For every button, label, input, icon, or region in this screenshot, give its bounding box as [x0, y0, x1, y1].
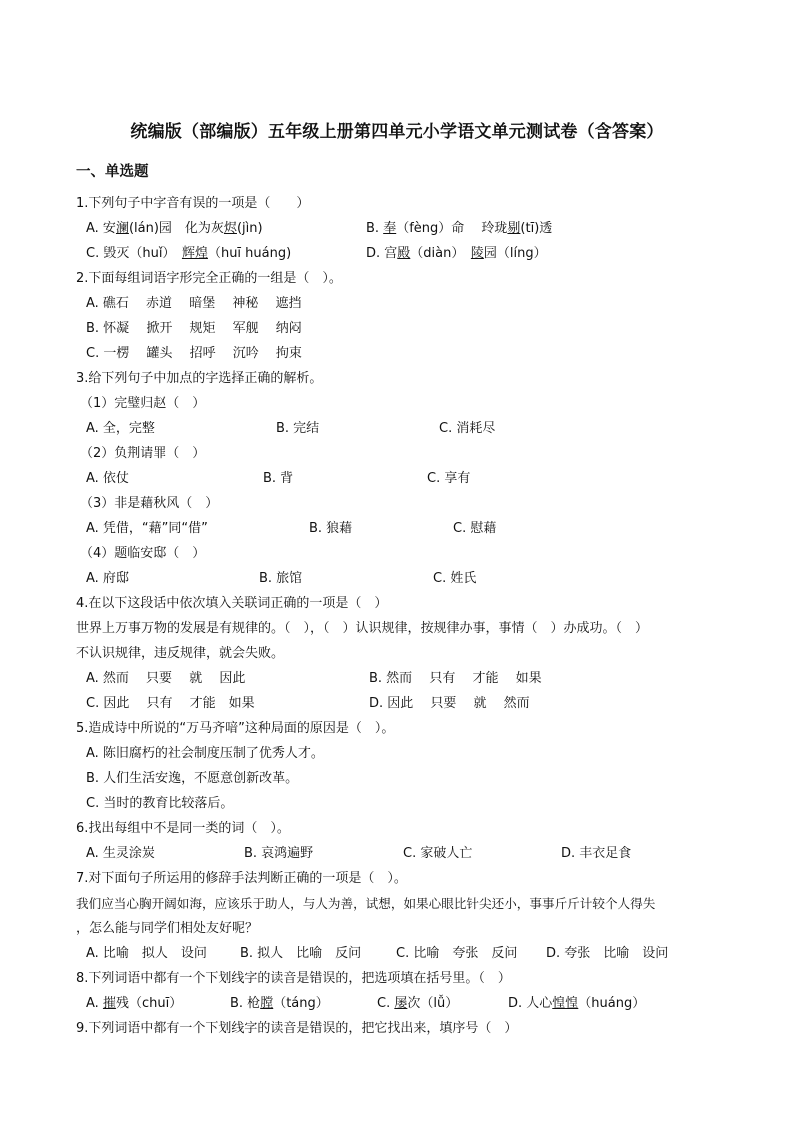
question-1-option-b: B. 奉（fèng）命 玲珑剔(tī)透	[366, 221, 553, 236]
question-7-option-c: C. 比喻 夸张 反问	[396, 946, 518, 961]
question-1-option-a: A. 安澜(lán)园 化为灰烬(jìn)	[86, 221, 263, 236]
question-6-option-c: C. 家破人亡	[403, 846, 473, 861]
question-4-option-d: D. 因此 只要 就 然而	[369, 696, 530, 711]
question-2-option-a: A. 礁石 赤道 暗堡 神秘 遮挡	[86, 296, 302, 311]
question-6-option-a: A. 生灵涂炭	[86, 846, 155, 861]
question-5-stem: 5.造成诗中所说的“万马齐喑”这种局面的原因是（ ）。	[76, 721, 395, 736]
question-8-option-a: A. 摧残（chuī）	[86, 996, 183, 1011]
question-7-option-b: B. 拟人 比喻 反问	[240, 946, 362, 961]
question-1-option-d: D. 宫殿（diàn） 陵园（líng）	[366, 246, 547, 261]
question-9-stem: 9.下列词语中都有一个下划线字的读音是错误的，把它找出来，填序号（ ）	[76, 1021, 518, 1036]
question-3-sub-4: （4）题临安邸（ ）	[80, 546, 206, 561]
question-3-sub-2-option-c: C. 享有	[427, 471, 471, 486]
question-2-stem: 2.下面每组词语字形完全正确的一组是（ ）。	[76, 271, 342, 286]
question-6-option-d: D. 丰衣足食	[561, 846, 632, 861]
question-4-option-c: C. 因此 只有 才能 如果	[86, 696, 255, 711]
question-3-sub-3-option-a: A. 凭借，“藉”同“借”	[86, 521, 208, 536]
question-3-sub-2-option-b: B. 背	[263, 471, 294, 486]
question-3-sub-3-option-b: B. 狼藉	[309, 521, 353, 536]
question-8-option-b: B. 枪膛（táng）	[230, 996, 329, 1011]
question-4-passage-line-1: 世界上万事万物的发展是有规律的。（ ），（ ）认识规律，按规律办事，事情（ ）办成功。（ ）	[76, 621, 649, 636]
question-3-sub-4-option-b: B. 旅馆	[259, 571, 303, 586]
question-5-option-c: C. 当时的教育比较落后。	[86, 796, 234, 811]
question-7-passage-line-1: 我们应当心胸开阔如海，应该乐于助人，与人为善，试想，如果心眼比针尖还小，事事斤斤计较个人得失	[76, 896, 656, 911]
question-3-sub-2: （2）负荆请罪（ ）	[80, 446, 206, 461]
question-4-option-a: A. 然而 只要 就 因此	[86, 671, 246, 686]
question-6-option-b: B. 哀鸿遍野	[244, 846, 314, 861]
question-3-sub-4-option-a: A. 府邸	[86, 571, 129, 586]
question-8-stem: 8.下列词语中都有一个下划线字的读音是错误的，把选项填在括号里。（ ）	[76, 971, 511, 986]
question-2-option-c: C. 一楞 罐头 招呼 沉吟 拘束	[86, 346, 302, 361]
question-7-stem: 7.对下面句子所运用的修辞手法判断正确的一项是（ ）。	[76, 871, 407, 886]
section-heading: 一、单选题	[76, 164, 149, 180]
question-3-sub-2-option-a: A. 依仗	[86, 471, 129, 486]
question-7-passage-line-2: ，怎么能与同学们相处友好呢？	[76, 921, 259, 936]
question-1-stem: 1.下列句子中字音有误的一项是（ ）	[76, 196, 310, 211]
question-4-passage-line-2: 不认识规律，违反规律，就会失败。	[76, 646, 285, 661]
question-1-option-c: C. 毁灭（huǐ） 辉煌（huī huáng)	[86, 246, 292, 261]
question-3-sub-3-option-c: C. 慰藉	[453, 521, 497, 536]
question-7-option-a: A. 比喻 拟人 设问	[86, 946, 207, 961]
question-3-sub-1: （1）完璧归赵（ ）	[80, 396, 206, 411]
question-8-option-d: D. 人心惶惶（huáng）	[508, 996, 646, 1011]
question-3-sub-3: （3）非是藉秋风（ ）	[80, 496, 219, 511]
question-3-sub-1-option-a: A. 全，完整	[86, 421, 155, 436]
question-3-stem: 3.给下列句子中加点的字选择正确的解析。	[76, 371, 323, 386]
question-5-option-a: A. 陈旧腐朽的社会制度压制了优秀人才。	[86, 746, 324, 761]
question-7-option-d: D. 夸张 比喻 设问	[546, 946, 669, 961]
question-6-stem: 6.找出每组中不是同一类的词（ ）。	[76, 821, 290, 836]
question-3-sub-1-option-c: C. 消耗尽	[439, 421, 496, 436]
question-3-sub-4-option-c: C. 姓氏	[433, 571, 477, 586]
question-2-option-b: B. 怀凝 掀开 规矩 军舰 纳闷	[86, 321, 302, 336]
document-title: 统编版（部编版）五年级上册第四单元小学语文单元测试卷（含答案）	[130, 122, 664, 142]
question-4-option-b: B. 然而 只有 才能 如果	[369, 671, 542, 686]
question-8-option-c: C. 屡次（lǚ）	[377, 996, 459, 1011]
question-4-stem: 4.在以下这段话中依次填入关联词正确的一项是（ ）	[76, 596, 388, 611]
question-3-sub-1-option-b: B. 完结	[276, 421, 320, 436]
question-5-option-b: B. 人们生活安逸，不愿意创新改革。	[86, 771, 299, 786]
